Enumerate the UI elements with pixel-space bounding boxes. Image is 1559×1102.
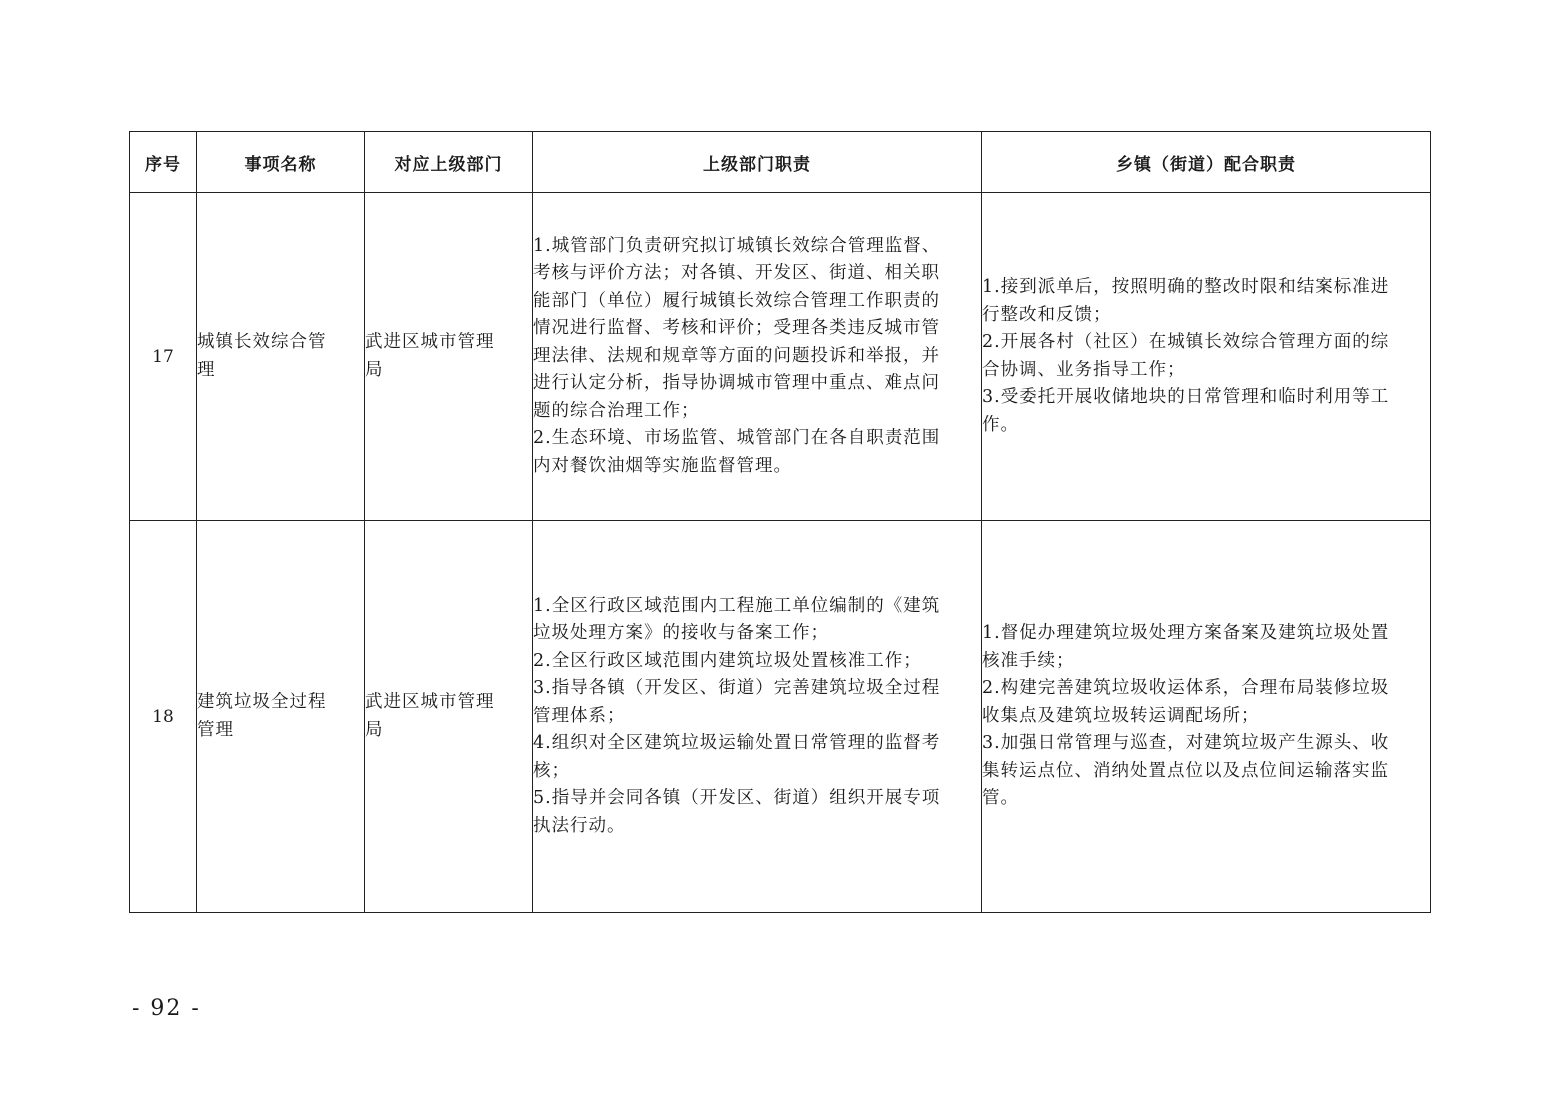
text-line: 管理体系； bbox=[533, 705, 626, 726]
text-line: 1.督促办理建筑垃圾处理方案备案及建筑垃圾处置 bbox=[982, 623, 1390, 644]
header-serial: 序号 bbox=[130, 132, 197, 193]
page-number: - 92 - bbox=[132, 996, 201, 1021]
table-row bbox=[130, 521, 1431, 913]
text-line: 理法律、法规和规章等方面的问题投诉和举报，并 bbox=[533, 345, 940, 366]
text-line: 考核与评价方法；对各镇、开发区、街道、相关职 bbox=[533, 263, 940, 284]
row-department bbox=[365, 521, 533, 913]
text-line: 城镇长效综合管 bbox=[197, 332, 327, 352]
row-town-duties bbox=[982, 193, 1431, 521]
text-line: 垃圾处理方案》的接收与备案工作； bbox=[533, 623, 829, 644]
text-line: 题的综合治理工作； bbox=[533, 400, 700, 421]
text-line: 情况进行监督、考核和评价；受理各类违反城市管 bbox=[533, 318, 940, 339]
row-item-name bbox=[197, 521, 365, 913]
row-upper-duties bbox=[533, 193, 982, 521]
text-line: 理 bbox=[197, 359, 216, 380]
text-line: 2.全区行政区域范围内建筑垃圾处置核准工作； bbox=[533, 650, 922, 671]
text-line: 5.指导并会同各镇（开发区、街道）组织开展专项 bbox=[533, 788, 941, 809]
row-item-name bbox=[197, 193, 365, 521]
row-department bbox=[365, 193, 533, 521]
text-line: 武进区城市管理 bbox=[365, 692, 495, 712]
text-line: 4.组织对全区建筑垃圾运输处置日常管理的监督考 bbox=[533, 733, 941, 754]
text-line: 合协调、业务指导工作； bbox=[982, 359, 1186, 380]
text-line: 局 bbox=[365, 359, 384, 380]
text-line: 核准手续； bbox=[982, 650, 1075, 671]
text-line: 2.构建完善建筑垃圾收运体系，合理布局装修垃圾 bbox=[982, 678, 1390, 699]
text-line: 能部门（单位）履行城镇长效综合管理工作职责的 bbox=[533, 290, 940, 311]
text-line: 1.全区行政区域范围内工程施工单位编制的《建筑 bbox=[533, 595, 941, 616]
header-upper-duties: 上级部门职责 bbox=[533, 132, 982, 193]
table-header-row bbox=[130, 132, 1431, 193]
text-line: 执法行动。 bbox=[533, 815, 626, 836]
duty-table bbox=[129, 131, 1431, 913]
text-line: 行整改和反馈； bbox=[982, 304, 1112, 325]
row-upper-duties bbox=[533, 521, 982, 913]
text-line: 管理 bbox=[197, 719, 234, 740]
row-serial: 17 bbox=[130, 193, 197, 521]
text-line: 1.城管部门负责研究拟订城镇长效综合管理监督、 bbox=[533, 235, 941, 256]
text-line: 武进区城市管理 bbox=[365, 332, 495, 352]
text-line: 3.加强日常管理与巡查，对建筑垃圾产生源头、收 bbox=[982, 733, 1390, 754]
text-line: 核； bbox=[533, 760, 570, 781]
text-line: 1.接到派单后，按照明确的整改时限和结案标准进 bbox=[982, 277, 1390, 297]
text-line: 3.指导各镇（开发区、街道）完善建筑垃圾全过程 bbox=[533, 678, 941, 699]
text-line: 2.生态环境、市场监管、城管部门在各自职责范围 bbox=[533, 428, 941, 449]
header-item-name: 事项名称 bbox=[197, 132, 365, 193]
text-line: 进行认定分析，指导协调城市管理中重点、难点问 bbox=[533, 373, 940, 394]
row-town-duties bbox=[982, 521, 1431, 913]
text-line: 局 bbox=[365, 719, 384, 740]
text-line: 收集点及建筑垃圾转运调配场所； bbox=[982, 705, 1260, 726]
header-town-duties: 乡镇（街道）配合职责 bbox=[982, 132, 1431, 193]
text-line: 内对餐饮油烟等实施监督管理。 bbox=[533, 455, 792, 476]
text-line: 2.开展各村（社区）在城镇长效综合管理方面的综 bbox=[982, 332, 1390, 352]
text-line: 管。 bbox=[982, 788, 1019, 809]
header-upper-department: 对应上级部门 bbox=[365, 132, 533, 193]
text-line: 作。 bbox=[982, 414, 1019, 435]
table-row bbox=[130, 193, 1431, 521]
text-line: 建筑垃圾全过程 bbox=[197, 692, 327, 712]
text-line: 集转运点位、消纳处置点位以及点位间运输落实监 bbox=[982, 760, 1389, 781]
row-serial: 18 bbox=[130, 521, 197, 913]
text-line: 3.受委托开展收储地块的日常管理和临时利用等工 bbox=[982, 387, 1390, 407]
